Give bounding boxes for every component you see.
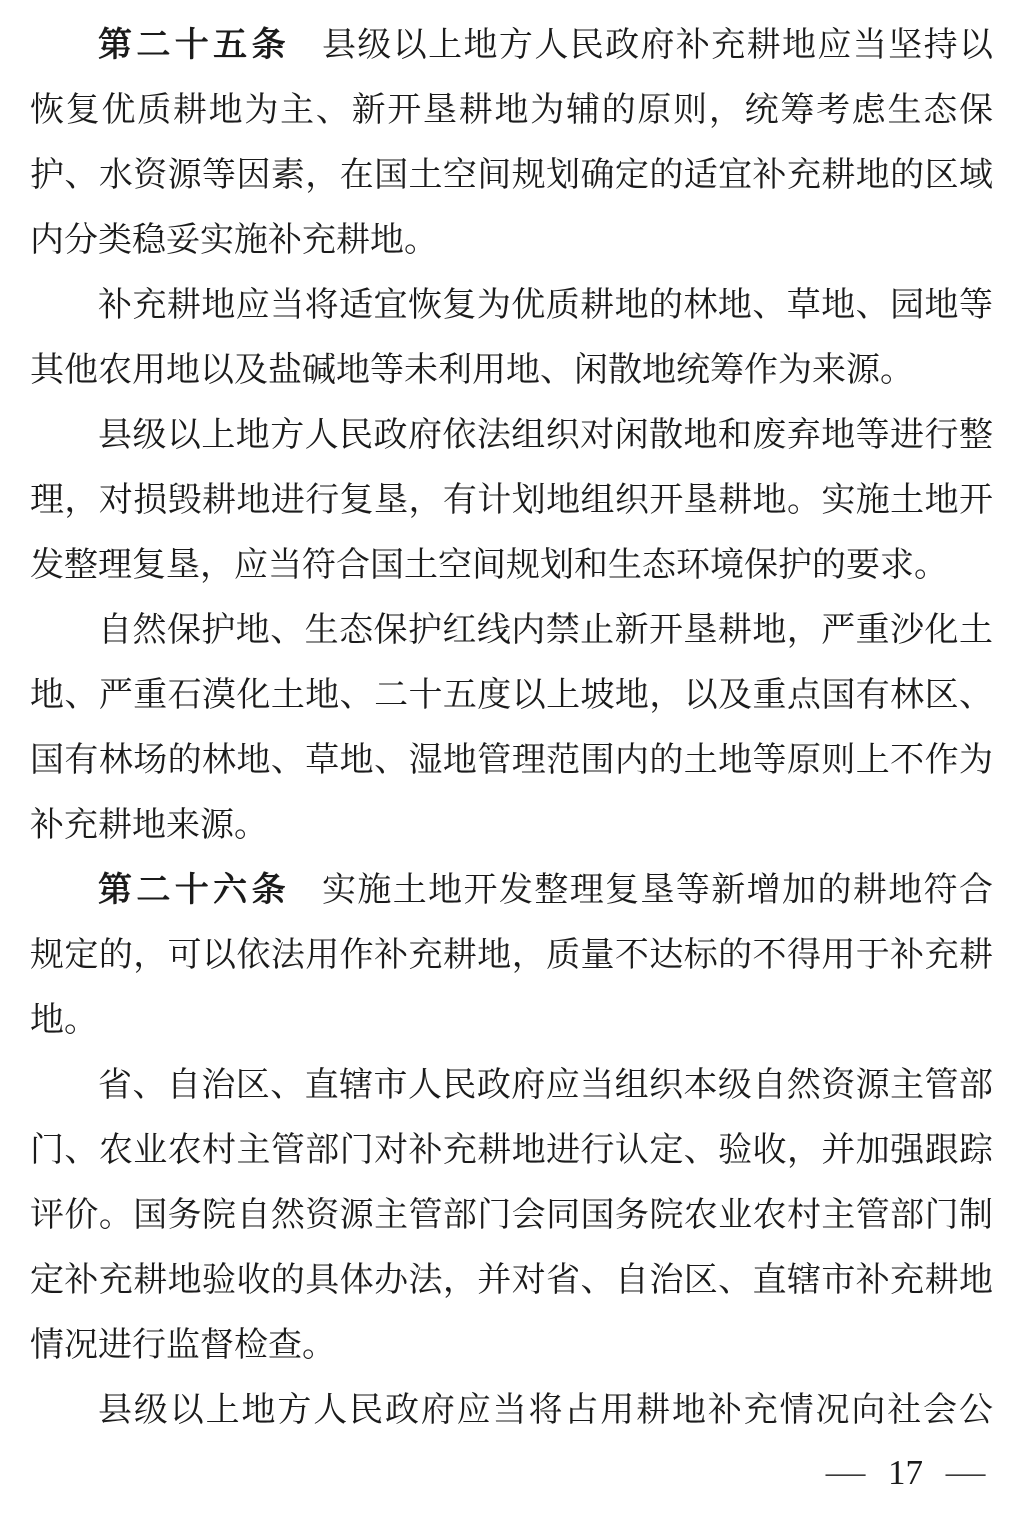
paragraph-land-reclamation: 县级以上地方人民政府依法组织对闲散地和废弃地等进行整理，对损毁耕地进行复垦，有计划地组织开垦耕地。实施土地开发整理复垦，应当符合国土空间规划和生态环境保护的要求。 bbox=[30, 417, 993, 584]
paragraph-supplement-sources: 补充耕地应当将适宜恢复为优质耕地的林地、草地、园地等其他农用地以及盐碱地等未利用地、闲散地统筹作为来源。 bbox=[30, 287, 993, 389]
article-25-text: 县级以上地方人民政府补充耕地应当坚持以恢复优质耕地为主、新开垦耕地为辅的原则，统筹考虑生态保护、水资源等因素，在国土空间规划确定的适宜补充耕地的区域内分类稳妥实施补充耕地。 bbox=[30, 27, 994, 259]
page-footer bbox=[825, 1453, 986, 1493]
article-25-number: 第二十五条 bbox=[98, 26, 290, 64]
article-26-text: 实施土地开发整理复垦等新增加的耕地符合规定的，可以依法用作补充耕地，质量不达标的不得用于补充耕地。 bbox=[30, 872, 994, 1039]
paragraph-acceptance-inspection: 省、自治区、直辖市人民政府应当组织本级自然资源主管部门、农业农村主管部门对补充耕地进行认定、验收，并加强跟踪评价。国务院自然资源主管部门会同国务院农业农村主管部门制定补充耕地验收的具体办法，并对省、自治区、直辖市补充耕地情况进行监督检查。 bbox=[30, 1067, 993, 1364]
footer-left-dash: — bbox=[825, 1454, 866, 1491]
article-26-number: 第二十六条 bbox=[98, 871, 290, 909]
paragraph-article-26 bbox=[30, 858, 993, 1053]
footer-right-dash: — bbox=[945, 1454, 986, 1491]
paragraph-prohibited-areas: 自然保护地、生态保护红线内禁止新开垦耕地，严重沙化土地、严重石漠化土地、二十五度以上坡地，以及重点国有林区、国有林场的林地、草地、湿地管理范围内的土地等原则上不作为补充耕地来源。 bbox=[30, 612, 993, 844]
paragraph-article-25 bbox=[30, 13, 993, 273]
paragraph-public-disclosure-partial: 县级以上地方人民政府应当将占用耕地补充情况向社会公 bbox=[98, 1392, 993, 1429]
page-number: 17 bbox=[888, 1453, 923, 1492]
